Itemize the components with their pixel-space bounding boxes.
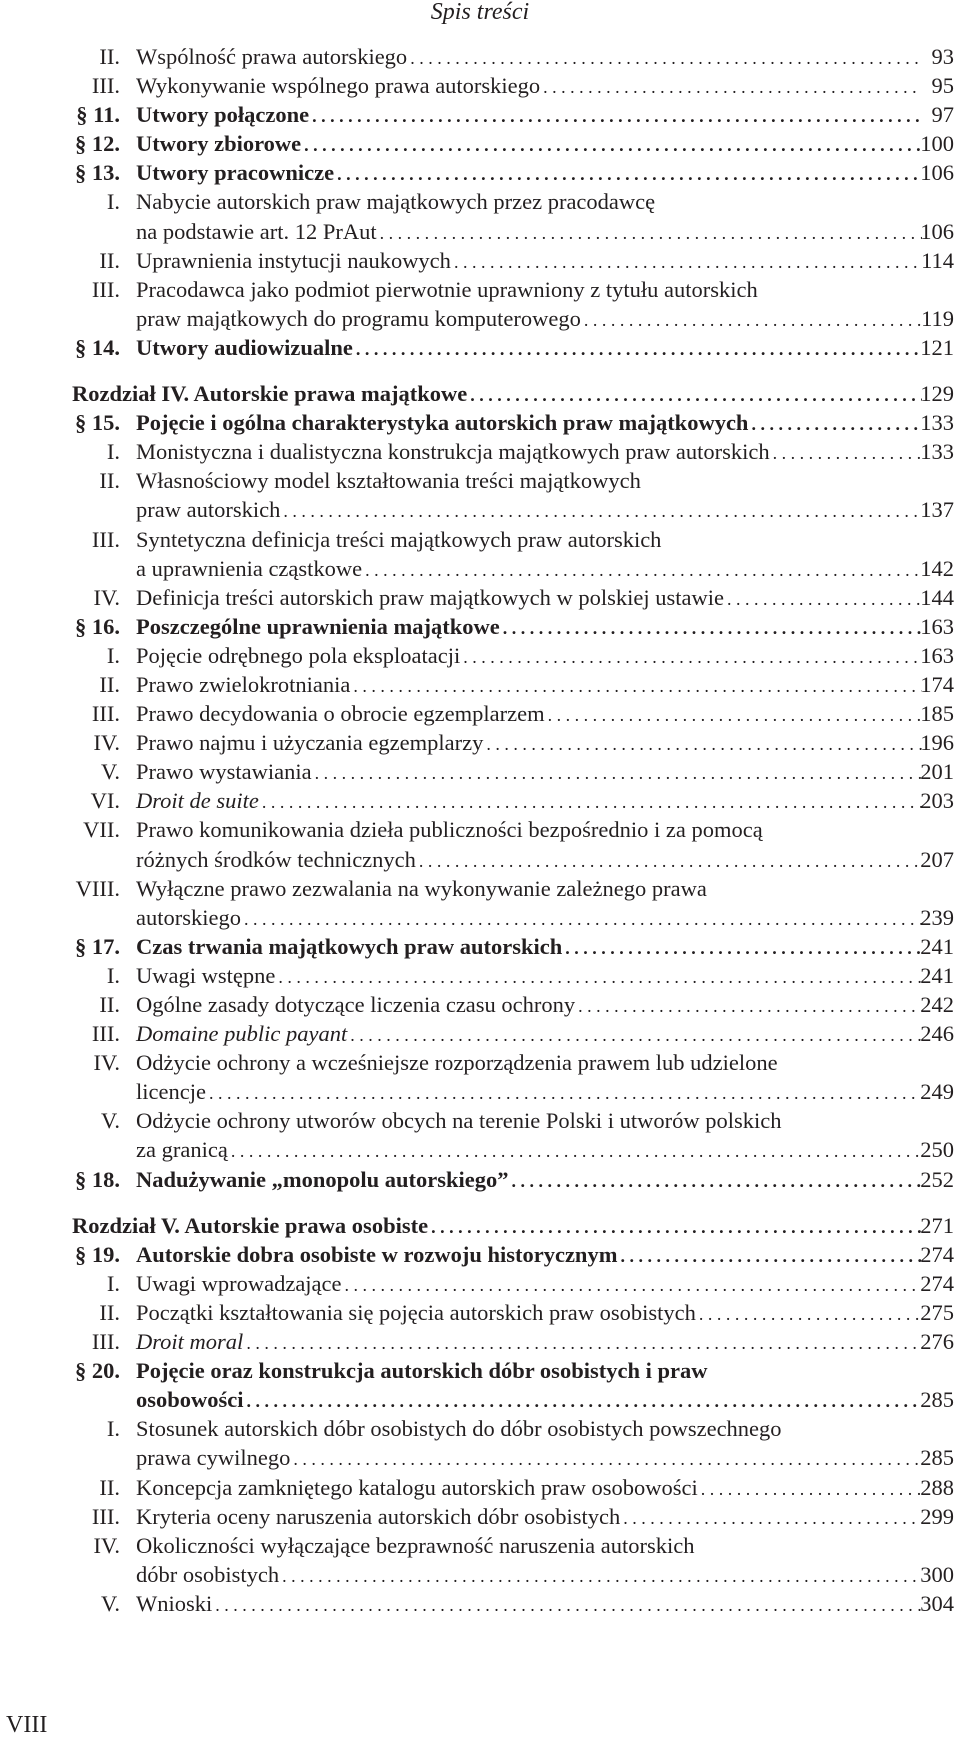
toc-entry-text: Utwory zbiorowe bbox=[136, 131, 302, 157]
toc-page-number: 137 bbox=[920, 497, 954, 523]
toc-entry-line bbox=[0, 641, 960, 670]
toc-entry-title bbox=[136, 189, 922, 215]
toc-entry-title bbox=[136, 730, 922, 756]
toc-page-number: 97 bbox=[931, 102, 954, 128]
toc-entry-line bbox=[0, 961, 960, 990]
dot-leader bbox=[701, 1479, 922, 1499]
toc-page-number: 100 bbox=[920, 131, 954, 157]
toc-entry-title bbox=[136, 44, 922, 69]
toc-entry-text: Wnioski bbox=[136, 1590, 213, 1616]
toc-entry-number: III. bbox=[91, 701, 120, 727]
dot-leader bbox=[410, 48, 922, 68]
toc-entry-number: III. bbox=[91, 1503, 120, 1529]
toc-entry-text: Autorskie dobra osobiste w rozwoju historycznym bbox=[136, 1241, 618, 1267]
toc-entry-title bbox=[136, 247, 922, 273]
toc-entry-number: IV. bbox=[93, 1532, 120, 1558]
toc-entry-text: Stosunek autorskich dóbr osobistych do dóbr osobistych powszechnego bbox=[136, 1416, 782, 1442]
toc-entry-line bbox=[0, 1473, 960, 1502]
toc-entry-line bbox=[0, 275, 960, 304]
toc-entry-title bbox=[136, 1050, 922, 1076]
dot-leader bbox=[350, 1025, 922, 1045]
toc-entry-title bbox=[136, 846, 922, 872]
toc-page-number: 203 bbox=[920, 788, 954, 814]
toc-entry-line bbox=[0, 187, 960, 216]
toc-entry-line bbox=[0, 1327, 960, 1356]
dot-leader bbox=[463, 647, 922, 667]
toc-entry-text: dóbr osobistych bbox=[136, 1561, 280, 1587]
dot-leader bbox=[578, 996, 922, 1016]
toc-entry-title bbox=[136, 759, 922, 785]
toc-entry-title bbox=[136, 1416, 922, 1442]
toc-page-number: 252 bbox=[920, 1166, 954, 1192]
toc-entry-line bbox=[0, 1560, 960, 1589]
toc-entry-text: Utwory pracownicze bbox=[136, 160, 335, 186]
toc-page-number: 241 bbox=[920, 962, 954, 988]
toc-entry-title bbox=[136, 904, 922, 930]
toc-entry-line bbox=[0, 1531, 960, 1560]
toc-page-number: 95 bbox=[931, 73, 954, 99]
toc-entry-number: § 18. bbox=[75, 1166, 120, 1192]
toc-entry-title bbox=[136, 439, 922, 465]
toc-entry-line bbox=[0, 786, 960, 815]
toc-page-number: 201 bbox=[920, 759, 954, 785]
toc-entry-line bbox=[0, 728, 960, 757]
toc-entry-title bbox=[136, 1445, 922, 1471]
toc-entry-line bbox=[0, 129, 960, 158]
toc-entry-title bbox=[136, 992, 922, 1017]
toc-entry-title bbox=[136, 102, 922, 128]
toc-entry-title bbox=[136, 555, 922, 581]
toc-entry-title bbox=[72, 381, 922, 407]
dot-leader bbox=[773, 443, 922, 463]
toc-entry-text: Utwory audiowizualne bbox=[136, 334, 353, 360]
toc-entry-title bbox=[136, 526, 922, 552]
dot-leader bbox=[623, 1508, 922, 1528]
toc-entry-number: § 16. bbox=[75, 613, 120, 639]
toc-entry-line bbox=[0, 612, 960, 641]
toc-entry-text: Droit de suite bbox=[136, 788, 259, 814]
dot-leader bbox=[244, 909, 922, 929]
toc-page-number: 174 bbox=[920, 671, 954, 697]
toc-entry-number: IV. bbox=[93, 730, 120, 756]
toc-entry-text: Odżycie ochrony a wcześniejsze rozporządzenia prawem lub udzielone bbox=[136, 1050, 778, 1076]
toc-entry-number: I. bbox=[106, 642, 120, 668]
toc-entry-number: § 13. bbox=[75, 160, 120, 186]
toc-entry-title bbox=[136, 1474, 922, 1500]
toc-page-number: 275 bbox=[920, 1299, 954, 1325]
toc-page-number: 133 bbox=[920, 410, 954, 436]
toc-entry-text: Nadużywanie „monopolu autorskiego” bbox=[136, 1166, 509, 1192]
dot-leader bbox=[620, 1246, 922, 1266]
toc-entry-number: II. bbox=[99, 468, 120, 494]
toc-page-number: 133 bbox=[920, 439, 954, 465]
toc-entry-line bbox=[0, 437, 960, 466]
toc-entry-text: Monistyczna i dualistyczna konstrukcja majątkowych praw autorskich bbox=[136, 439, 770, 465]
toc-entry-text: Czas trwania majątkowych praw autorskich bbox=[136, 933, 563, 959]
toc-entry-line bbox=[0, 408, 960, 437]
toc-entry-text: Pojęcie odrębnego pola eksploatacji bbox=[136, 642, 461, 668]
toc-entry-title bbox=[136, 1108, 922, 1134]
toc-entry-title bbox=[136, 817, 922, 843]
dot-leader bbox=[543, 77, 922, 97]
toc-entry-title bbox=[136, 1166, 922, 1192]
toc-entry-number: § 19. bbox=[75, 1241, 120, 1267]
toc-entry-text: licencje bbox=[136, 1079, 206, 1105]
toc-entry-title bbox=[136, 131, 922, 157]
toc-entry-line bbox=[0, 932, 960, 961]
toc-entry-title bbox=[136, 1358, 922, 1384]
dot-leader bbox=[278, 967, 922, 987]
toc-entry-number: § 15. bbox=[75, 410, 120, 436]
dot-leader bbox=[486, 734, 922, 754]
toc-page-number: 106 bbox=[920, 160, 954, 186]
dot-leader bbox=[548, 705, 922, 725]
toc-entry-number: § 20. bbox=[75, 1358, 120, 1384]
toc-entry-number: § 11. bbox=[76, 102, 120, 128]
dot-leader bbox=[304, 135, 922, 155]
dot-leader bbox=[470, 385, 922, 405]
toc-entry-title bbox=[136, 334, 922, 360]
toc-entry-number: II. bbox=[99, 44, 120, 69]
toc-entry-number: III. bbox=[91, 73, 120, 99]
toc-entry-text: Prawo najmu i użyczania egzemplarzy bbox=[136, 730, 484, 756]
toc-entry-text: osobowości bbox=[136, 1387, 244, 1413]
dot-leader bbox=[503, 618, 922, 638]
dot-leader bbox=[209, 1083, 922, 1103]
toc-entry-number: II. bbox=[99, 671, 120, 697]
toc-entry-text: Rozdział IV. Autorskie prawa majątkowe bbox=[72, 381, 468, 407]
toc-entry-title bbox=[136, 1532, 922, 1558]
toc-entry-text: Pojęcie i ogólna charakterystyka autorskich praw majątkowych bbox=[136, 410, 749, 436]
toc-page-number: 207 bbox=[920, 846, 954, 872]
dot-leader bbox=[380, 223, 922, 243]
toc-entry-text: Domaine public payant bbox=[136, 1021, 348, 1047]
toc-entry-text: Kryteria oceny naruszenia autorskich dóbr osobistych bbox=[136, 1503, 621, 1529]
toc-entry-line bbox=[0, 1443, 960, 1472]
toc-entry-title bbox=[136, 875, 922, 901]
toc-entry-line bbox=[0, 845, 960, 874]
toc-entry-title bbox=[136, 410, 922, 436]
toc-entry-line bbox=[0, 246, 960, 275]
toc-entry-title bbox=[136, 788, 922, 814]
toc-entry-title bbox=[136, 701, 922, 727]
toc-entry-line bbox=[0, 1077, 960, 1106]
dot-leader bbox=[231, 1141, 922, 1161]
toc-entry-title bbox=[136, 1590, 922, 1616]
dot-leader bbox=[247, 1391, 922, 1411]
toc-entry-line bbox=[0, 1385, 960, 1414]
toc-entry-title bbox=[136, 1387, 922, 1413]
toc-page-number: 249 bbox=[920, 1079, 954, 1105]
toc-entry-number: III. bbox=[91, 1021, 120, 1047]
toc-page-number: 241 bbox=[920, 933, 954, 959]
toc-entry-title bbox=[136, 933, 922, 959]
toc-page-number: 299 bbox=[920, 1503, 954, 1529]
toc-page-number: 163 bbox=[920, 642, 954, 668]
toc-entry-number: I. bbox=[106, 962, 120, 988]
toc-entry-line bbox=[0, 874, 960, 903]
toc-page-number: 304 bbox=[920, 1590, 954, 1616]
toc-entry-line bbox=[0, 1048, 960, 1077]
dot-leader bbox=[751, 414, 922, 434]
toc-entry-text: Nabycie autorskich praw majątkowych przez pracodawcę bbox=[136, 189, 656, 215]
toc-entry-line bbox=[0, 466, 960, 495]
toc-entry-text: Początki kształtowania się pojęcia autorskich praw osobistych bbox=[136, 1299, 696, 1325]
toc-entry-title bbox=[136, 218, 922, 244]
toc-entry-line bbox=[0, 217, 960, 246]
toc-entry-title bbox=[136, 160, 922, 186]
toc-entry-title bbox=[136, 497, 922, 523]
toc-entry-title bbox=[136, 305, 922, 331]
toc-entry-line bbox=[0, 1414, 960, 1443]
toc-entry-title bbox=[136, 1270, 922, 1296]
toc-page-number: 142 bbox=[920, 555, 954, 581]
dot-leader bbox=[283, 501, 922, 521]
toc-entry-number: I. bbox=[106, 1416, 120, 1442]
dot-leader bbox=[315, 763, 922, 783]
toc-entry-number: § 17. bbox=[75, 933, 120, 959]
dot-leader bbox=[419, 851, 922, 871]
toc-page-number: 121 bbox=[920, 334, 954, 360]
toc-entry-number: III. bbox=[91, 276, 120, 302]
toc-entry-line bbox=[0, 757, 960, 786]
toc-entry-text: Odżycie ochrony utworów obcych na terenie Polski i utworów polskich bbox=[136, 1108, 782, 1134]
toc-entry-line bbox=[0, 815, 960, 844]
dot-leader bbox=[584, 310, 922, 330]
dot-leader bbox=[282, 1566, 922, 1586]
toc-entry-number: II. bbox=[99, 1299, 120, 1325]
toc-entry-text: na podstawie art. 12 PrAut bbox=[136, 218, 377, 244]
toc-entry-text: Rozdział V. Autorskie prawa osobiste bbox=[72, 1212, 429, 1238]
toc-page-number: 119 bbox=[921, 305, 954, 331]
toc-page-number: 285 bbox=[920, 1387, 954, 1413]
dot-leader bbox=[512, 1171, 922, 1191]
toc-entry-line bbox=[0, 554, 960, 583]
toc-entry-text: Wyłączne prawo zezwalania na wykonywanie zależnego prawa bbox=[136, 875, 707, 901]
toc-entry-number: II. bbox=[99, 1474, 120, 1500]
toc-entry-title bbox=[136, 1503, 922, 1529]
toc-entry-text: Ogólne zasady dotyczące liczenia czasu ochrony bbox=[136, 992, 576, 1017]
toc-entry-title bbox=[136, 1299, 922, 1325]
toc-entry-number: IV. bbox=[93, 584, 120, 610]
toc-entry-title bbox=[136, 1079, 922, 1105]
dot-leader bbox=[431, 1217, 922, 1237]
toc-page-number: 129 bbox=[920, 381, 954, 407]
toc-page-number: 274 bbox=[920, 1241, 954, 1267]
toc-entry-text: Syntetyczna definicja treści majątkowych praw autorskich bbox=[136, 526, 662, 552]
toc-entry-text: Droit moral bbox=[136, 1329, 244, 1355]
toc-entry-title bbox=[136, 584, 922, 610]
dot-leader bbox=[454, 252, 922, 272]
dot-leader bbox=[262, 792, 922, 812]
toc-page-number: 93 bbox=[931, 44, 954, 69]
toc-entry-title bbox=[136, 276, 922, 302]
dot-leader bbox=[215, 1595, 922, 1615]
toc-entry-text: Uwagi wprowadzające bbox=[136, 1270, 342, 1296]
toc-entry-title bbox=[136, 671, 922, 697]
toc-entry-number: II. bbox=[99, 247, 120, 273]
toc-page-number: 276 bbox=[920, 1329, 954, 1355]
toc-entry-number: VIII. bbox=[75, 875, 120, 901]
toc-entry-line bbox=[0, 100, 960, 129]
toc-entry-title bbox=[136, 1561, 922, 1587]
toc-entry-text: Wspólność prawa autorskiego bbox=[136, 44, 408, 69]
toc-entry-text: praw majątkowych do programu komputerowego bbox=[136, 305, 581, 331]
toc-page-number: 300 bbox=[920, 1561, 954, 1587]
toc-entry-text: Własnościowy model kształtowania treści majątkowych bbox=[136, 468, 641, 494]
toc-page-number: 274 bbox=[920, 1270, 954, 1296]
toc-entry-line bbox=[0, 1019, 960, 1048]
dot-leader bbox=[365, 560, 922, 580]
table-of-contents bbox=[0, 42, 960, 1618]
toc-page-number: 288 bbox=[920, 1474, 954, 1500]
toc-entry-number: VII. bbox=[83, 817, 120, 843]
toc-entry-line bbox=[0, 699, 960, 728]
toc-entry-line bbox=[0, 1106, 960, 1135]
dot-leader bbox=[246, 1333, 922, 1353]
toc-page-number: 285 bbox=[920, 1445, 954, 1471]
toc-entry-number: III. bbox=[91, 526, 120, 552]
toc-page-number: 196 bbox=[920, 730, 954, 756]
toc-entry-text: autorskiego bbox=[136, 904, 241, 930]
toc-entry-line bbox=[0, 1298, 960, 1327]
toc-entry-number: I. bbox=[106, 189, 120, 215]
toc-page-number: 239 bbox=[920, 904, 954, 930]
toc-entry-line bbox=[0, 670, 960, 699]
toc-entry-line bbox=[0, 495, 960, 524]
toc-entry-text: różnych środków technicznych bbox=[136, 846, 416, 872]
toc-entry-text: Prawo wystawiania bbox=[136, 759, 312, 785]
toc-page-number: 163 bbox=[920, 613, 954, 639]
toc-entry-number: II. bbox=[99, 992, 120, 1017]
toc-entry-text: Pracodawca jako podmiot pierwotnie uprawniony z tytułu autorskich bbox=[136, 276, 758, 302]
toc-entry-title bbox=[136, 1241, 922, 1267]
toc-entry-title bbox=[136, 468, 922, 494]
toc-entry-number: I. bbox=[106, 1270, 120, 1296]
toc-entry-text: praw autorskich bbox=[136, 497, 281, 523]
toc-entry-title bbox=[136, 1329, 922, 1355]
page-number: VIII bbox=[6, 1712, 48, 1738]
toc-entry-line bbox=[0, 304, 960, 333]
toc-entry-line bbox=[0, 1269, 960, 1298]
toc-entry-line bbox=[0, 333, 960, 362]
toc-entry-title bbox=[136, 1137, 922, 1163]
toc-entry-title bbox=[72, 1212, 922, 1238]
toc-entry-line bbox=[0, 42, 960, 71]
dot-leader bbox=[337, 164, 922, 184]
toc-entry-line bbox=[0, 1165, 960, 1194]
toc-entry-title bbox=[136, 613, 922, 639]
toc-page-number: 144 bbox=[920, 584, 954, 610]
toc-entry-text: Prawo zwielokrotniania bbox=[136, 671, 351, 697]
toc-entry-line bbox=[0, 71, 960, 100]
toc-page-number: 250 bbox=[920, 1137, 954, 1163]
toc-entry-number: IV. bbox=[93, 1050, 120, 1076]
toc-entry-text: a uprawnienia cząstkowe bbox=[136, 555, 363, 581]
toc-entry-text: Pojęcie oraz konstrukcja autorskich dóbr osobistych i praw bbox=[136, 1358, 708, 1384]
toc-entry-number: I. bbox=[106, 439, 120, 465]
toc-entry-text: prawa cywilnego bbox=[136, 1445, 291, 1471]
toc-entry-line bbox=[0, 990, 960, 1019]
dot-leader bbox=[727, 589, 922, 609]
toc-entry-text: Uwagi wstępne bbox=[136, 962, 276, 988]
toc-entry-text: Uprawnienia instytucji naukowych bbox=[136, 247, 451, 273]
toc-page-number: 106 bbox=[920, 218, 954, 244]
dot-leader bbox=[345, 1275, 922, 1295]
toc-entry-text: za granicą bbox=[136, 1137, 228, 1163]
toc-chapter-line bbox=[0, 379, 960, 408]
dot-leader bbox=[312, 106, 922, 126]
dot-leader bbox=[356, 339, 922, 359]
toc-entry-line bbox=[0, 1502, 960, 1531]
toc-entry-text: Prawo komunikowania dzieła publiczności bezpośrednio i za pomocą bbox=[136, 817, 763, 843]
toc-page-number: 271 bbox=[920, 1212, 954, 1238]
toc-entry-line bbox=[0, 525, 960, 554]
toc-entry-line bbox=[0, 1240, 960, 1269]
dot-leader bbox=[293, 1449, 922, 1469]
toc-entry-line bbox=[0, 1135, 960, 1164]
toc-entry-number: VI. bbox=[90, 788, 120, 814]
toc-page-number: 246 bbox=[920, 1021, 954, 1047]
toc-chapter-line bbox=[0, 1211, 960, 1240]
toc-entry-title bbox=[136, 642, 922, 668]
toc-entry-line bbox=[0, 583, 960, 612]
toc-entry-line bbox=[0, 1356, 960, 1385]
toc-entry-text: Utwory połączone bbox=[136, 102, 310, 128]
toc-entry-number: § 14. bbox=[75, 334, 120, 360]
toc-entry-text: Okoliczności wyłączające bezprawność naruszenia autorskich bbox=[136, 1532, 695, 1558]
toc-entry-title bbox=[136, 73, 922, 99]
toc-page-number: 242 bbox=[920, 992, 954, 1017]
toc-entry-number: V. bbox=[101, 1108, 120, 1134]
dot-leader bbox=[699, 1304, 922, 1324]
toc-entry-text: Definicja treści autorskich praw majątkowych w polskiej ustawie bbox=[136, 584, 724, 610]
toc-entry-number: V. bbox=[101, 759, 120, 785]
toc-entry-line bbox=[0, 158, 960, 187]
toc-entry-text: Poszczególne uprawnienia majątkowe bbox=[136, 613, 500, 639]
toc-page-number: 114 bbox=[921, 247, 954, 273]
toc-entry-text: Wykonywanie wspólnego prawa autorskiego bbox=[136, 73, 541, 99]
toc-entry-number: V. bbox=[101, 1590, 120, 1616]
toc-entry-number: § 12. bbox=[75, 131, 120, 157]
toc-entry-line bbox=[0, 903, 960, 932]
toc-entry-number: III. bbox=[91, 1329, 120, 1355]
running-header: Spis treści bbox=[430, 0, 530, 25]
toc-entry-text: Prawo decydowania o obrocie egzemplarzem bbox=[136, 701, 545, 727]
toc-entry-line bbox=[0, 1589, 960, 1618]
dot-leader bbox=[565, 938, 922, 958]
dot-leader bbox=[353, 676, 922, 696]
toc-page-number: 185 bbox=[920, 701, 954, 727]
toc-entry-text: Koncepcja zamkniętego katalogu autorskich praw osobowości bbox=[136, 1474, 698, 1500]
toc-entry-title bbox=[136, 962, 922, 988]
toc-entry-title bbox=[136, 1021, 922, 1047]
